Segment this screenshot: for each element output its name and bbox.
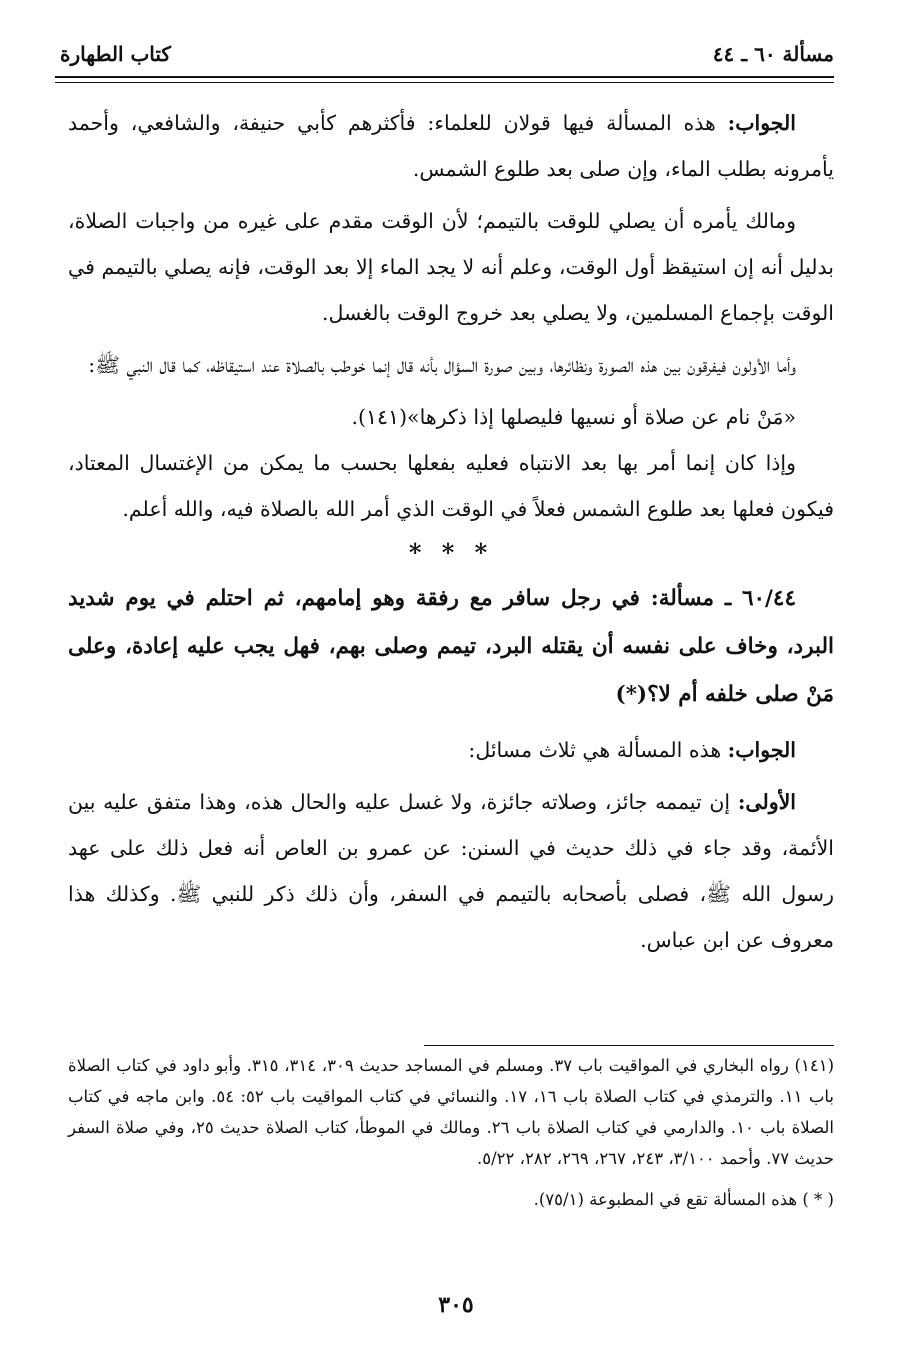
maliki-paragraph: ومالك يأمره أن يصلي للوقت بالتيمم؛ لأن الوقت مقدم على غيره من واجبات الصلاة، بدليل أنه إن استيقظ أول الوقت، وعلم أنه لا يجد الماء إلا بعد الوقت، فإنه يصلي بالتيمم في الوقت بإجماع المسلمين، ولا يصلي بعد خروج الوقت بالغسل. <box>68 209 834 325</box>
hadith-quote: «مَنْ نام عن صلاة أو نسيها فليصلها إذا ذكرها»(١٤١). <box>351 405 796 429</box>
book-title: كتاب الطهارة <box>60 42 171 66</box>
conclusion-paragraph: وإذا كان إنما أمر بها بعد الانتباه فعليه بفعلها بحسب ما يمكن من الإغتسال المعتاد، فيكون فعلها بعد طلوع الشمس فعلاً في الوقت الذي أمر الله بالصلاة فيه، والله أعلم. <box>68 451 834 521</box>
footnote-rule <box>424 1045 834 1046</box>
footnotes <box>68 1050 834 1215</box>
answer-label-2: الجواب: <box>727 738 796 762</box>
first-point-label: الأولى: <box>737 790 796 814</box>
page-number: ٣٠٥ <box>438 1292 474 1318</box>
distinction-paragraph: وأما الأولون فيفرقون بين هذه الصورة ونظائرها، وبين صورة السؤال بأنه قال إنما خوطب بالصلاة عند استيقاظه، كما قال النبي ﷺ: <box>88 353 796 377</box>
answer-label: الجواب: <box>727 111 796 135</box>
answer-intro-paragraph <box>68 727 834 773</box>
section-separator: * * * <box>408 538 494 567</box>
issue-reference: مسألة ٦٠ ـ ٤٤ <box>712 42 834 66</box>
answer-text: هذه المسألة فيها قولان للعلماء: فأكثرهم كأبي حنيفة، والشافعي، وأحمد يأمرونه بطلب الماء، وإن صلى بعد طلوع الشمس. <box>68 111 834 181</box>
issue-heading: ٦٠/٤٤ ـ مسألة: في رجل سافر مع رفقة وهو إمامهم، ثم احتلم في يوم شديد البرد، وخاف على نفسه أن يقتله البرد، تيمم وصلى بهم، فهل يجب عليه إعادة، وعلى مَنْ صلى خلفه أم لا؟(*) <box>68 586 834 707</box>
first-point-paragraph <box>68 779 834 963</box>
header-rule <box>55 76 834 78</box>
header-rule-thin <box>55 82 834 83</box>
footnote-141: (١٤١) رواه البخاري في المواقيت باب ٣٧. ومسلم في المساجد حديث ٣٠٩، ٣١٤، ٣١٥. وأبو داود في كتاب الصلاة باب ١١. والترمذي في كتاب الصلاة باب ١٦، ١٧. والنسائي في كتاب المواقيت باب ٥٢: ٥٤. وابن ماجه في كتاب الصلاة باب ١٠. والدارمي في كتاب الصلاة باب ٢٦. ومالك في الموطأ، كتاب الصلاة حديث ٢٥، وفي صلاة السفر حديث ٧٧. وأحمد ٣/١٠٠، ٢٤٣، ٢٦٧، ٢٦٩، ٢٨٢، ٥/٢٢. <box>68 1056 834 1168</box>
answer-intro-text: هذه المسألة هي ثلاث مسائل: <box>468 738 722 762</box>
running-header <box>60 42 834 74</box>
first-point-text: إن تيممه جائز، وصلاته جائزة، ولا غسل عليه والحال هذه، وهذا متفق عليه بين الأئمة، وقد جاء في ذلك حديث في السنن: عن عمرو بن العاص أنه فعل ذلك على عهد رسول الله ﷺ، فصلى بأصحابه بالتيمم في السفر، وأن ذلك ذكر للنبي ﷺ. وكذلك هذا معروف عن ابن عباس. <box>68 790 834 952</box>
answer-paragraph <box>68 100 834 192</box>
main-text <box>68 100 834 969</box>
footnote-asterisk: ( * ) هذه المسألة تقع في المطبوعة (٧٥/١). <box>533 1190 834 1209</box>
